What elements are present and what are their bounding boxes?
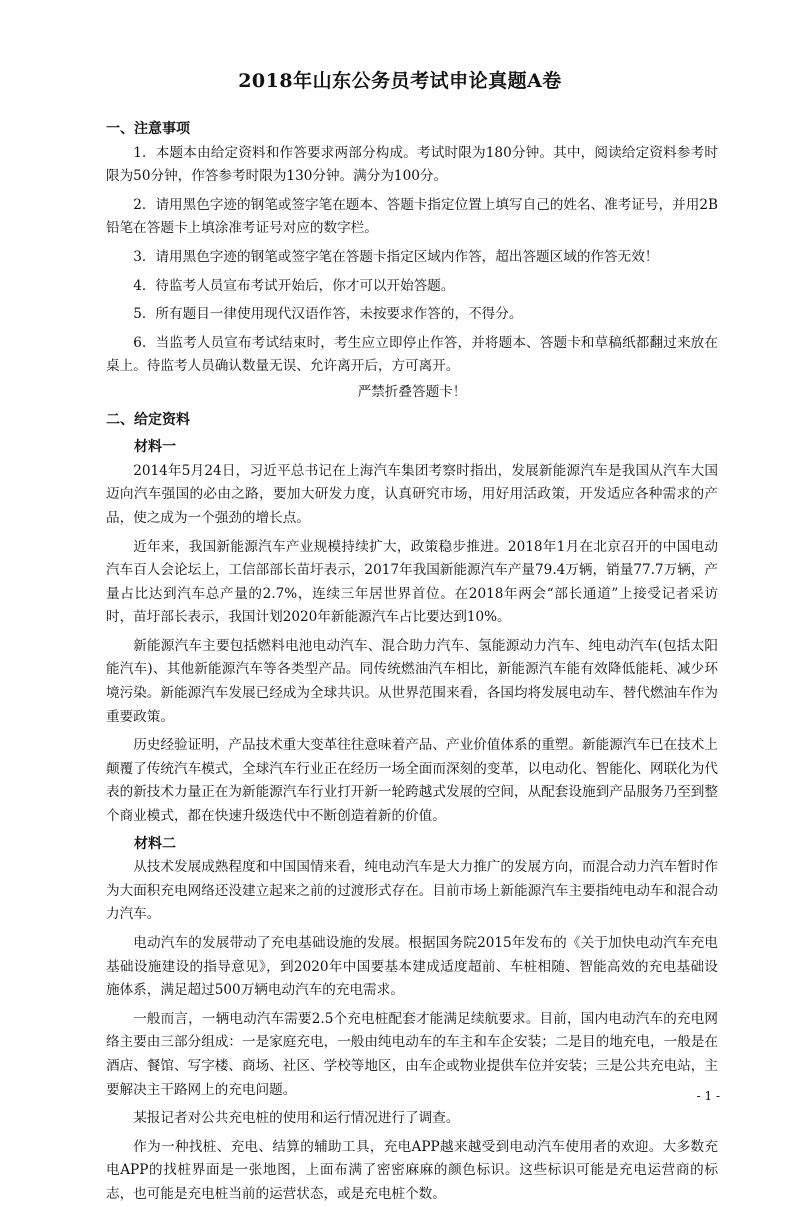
note-item-4: 4．待监考人员宣布考试开始后，你才可以开始答题。: [133, 277, 455, 294]
material-1-paragraph: 近年来，我国新能源汽车产业规模持续扩大，政策稳步推进。2018年1月在北京召开的中国电动汽车百人会论坛上，工信部部长苗圩表示，2017年我国新能源汽车产量79.4万辆，销量77.7万辆，产量占比达到汽车总产量的2.7%，连续三年居世界首位。在2018年两会“部长通道”上接受记者采访时，苗圩部长表示，我国计划2020年新能源汽车占比要达到10%。: [106, 538, 718, 626]
material-1-paragraph: 2014年5月24日，习近平总书记在上海汽车集团考察时指出，发展新能源汽车是我国从汽车大国迈向汽车强国的必由之路，要加大研发力度，认真研究市场，用好用活政策，开发适应各种需求的产品，使之成为一个强劲的增长点。: [106, 462, 718, 526]
material-2-paragraph: 某报记者对公共充电桩的使用和运行情况进行了调查。: [133, 1110, 460, 1127]
material-1-paragraph: 历史经验证明，产品技术重大变革往往意味着产品、产业价值体系的重塑。新能源汽车已在技术上颠覆了传统汽车模式，全球汽车行业正在经历一场全面而深刻的变革，以电动化、智能化、网联化为代表的新技术力量正在为新能源汽车行业打开新一轮跨越式发展的空间，从配套设施到产品服务乃至到整个商业模式，都在快速升级迭代中不断创造着新的价值。: [106, 737, 718, 825]
section-heading-notes: 一、注意事项: [106, 121, 190, 137]
material-2-paragraph: 作为一种找桩、充电、结算的辅助工具，充电APP越来越受到电动汽车使用者的欢迎。大多数充电APP的找桩界面是一张地图，上面布满了密密麻麻的颜色标识。这些标识可能是充电运营商的标志，也可能是充电桩当前的运营状态，或是充电桩个数。: [106, 1138, 718, 1202]
note-item-3: 3．请用黑色字迹的钢笔或签字笔在答题卡指定区域内作答，超出答题区域的作答无效！: [133, 248, 659, 265]
material-2-paragraph: 从技术发展成熟程度和中国国情来看，纯电动汽车是大力推广的发展方向，而混合动力汽车暂时作为大面积充电网络还没建立起来之前的过渡形式存在。目前市场上新能源汽车主要指纯电动车和混合动力汽车。: [106, 859, 718, 923]
material-2-paragraph: 一般而言，一辆电动汽车需要2.5个充电桩配套才能满足续航要求。目前，国内电动汽车的充电网络主要由三部分组成：一是家庭充电，一般由纯电动车的车主和车企安装；二是目的地充电，一般是在酒店、餐馆、写字楼、商场、社区、学校等地区，由车企或物业提供车位并安装；三是公共充电站，主要解决主干路网上的充电问题。: [106, 1010, 718, 1098]
page-title: 2018年山东公务员考试申论真题A卷: [238, 70, 562, 92]
material-1-heading: 材料一: [134, 439, 176, 456]
section-heading-materials: 二、给定资料: [106, 411, 190, 428]
material-1-paragraph: 新能源汽车主要包括燃料电池电动汽车、混合助力汽车、氢能源动力汽车、纯电动汽车(包括太阳能汽车)、其他新能源汽车等各类型产品。同传统燃油汽车相比，新能源汽车能有效降低能耗、减少环境污染。新能源汽车发展已经成为全球共识。从世界范围来看，各国均将发展电动车、替代燃油车作为重要政策。: [106, 637, 718, 725]
note-item-2: 2．请用黑色字迹的钢笔或签字笔在题本、答题卡指定位置上填写自己的姓名、准考证号，并用2B铅笔在答题卡上填涂准考证号对应的数字栏。: [106, 196, 718, 237]
notice-text: 严禁折叠答题卡！: [357, 383, 467, 400]
material-2-paragraph: 电动汽车的发展带动了充电基础设施的发展。根据国务院2015年发布的《关于加快电动汽车充电基础设施建设的指导意见》，到2020年中国要基本建成适度超前、车桩相随、智能高效的充电基础设施体系，满足超过500万辆电动汽车的充电需求。: [106, 935, 718, 999]
material-2-heading: 材料二: [134, 835, 176, 852]
page-number: - 1 -: [696, 1089, 720, 1103]
document-body: [106, 118, 718, 1207]
note-item-1: 1．本题本由给定资料和作答要求两部分构成。考试时限为180分钟。其中，阅读给定资料参考时限为50分钟，作答参考时限为130分钟。满分为100分。: [106, 144, 718, 185]
note-item-5: 5．所有题目一律使用现代汉语作答，未按要求作答的，不得分。: [133, 306, 523, 323]
note-item-6: 6．当监考人员宣布考试结束时，考生应立即停止作答，并将题本、答题卡和草稿纸都翻过来放在桌上。待监考人员确认数量无误、允许离开后，方可离开。: [106, 334, 718, 375]
